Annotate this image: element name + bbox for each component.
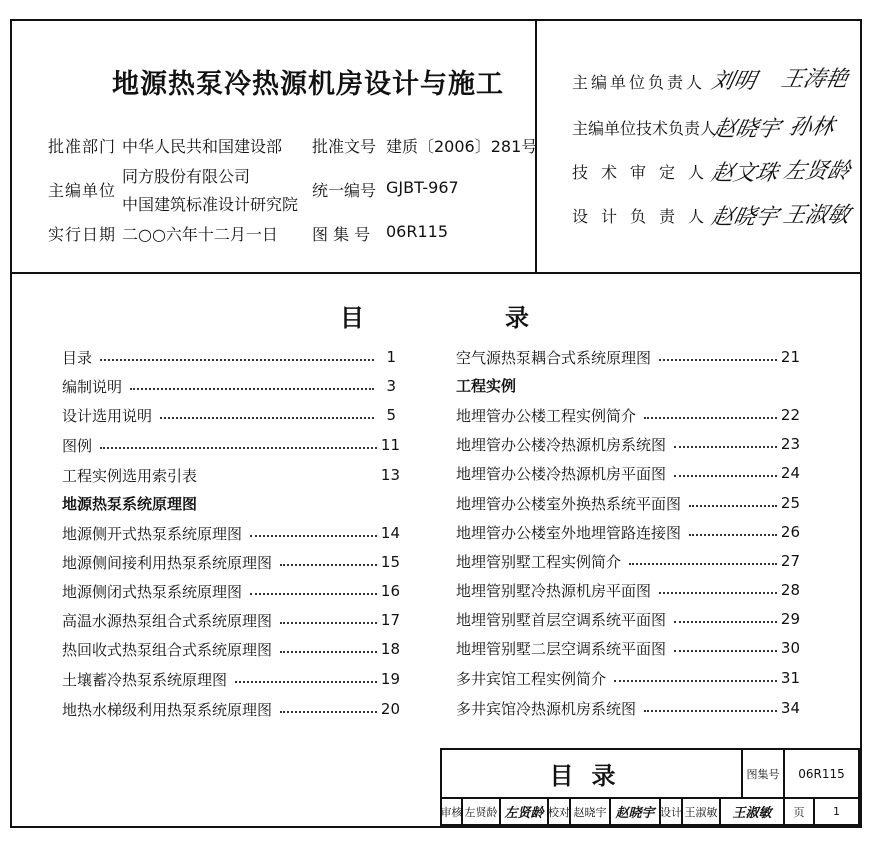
leader-dots — [235, 681, 377, 683]
toc-entry-page: 28 — [780, 581, 800, 599]
title-block-page-value: 1 — [814, 798, 860, 826]
approval-dept-label: 批准部门 — [48, 137, 117, 156]
toc-entry-title: 地埋管办公楼冷热源机房系统图 — [456, 435, 667, 454]
toc-entry-page: 17 — [380, 611, 400, 629]
responsible-row — [572, 116, 717, 139]
leader-dots — [689, 505, 777, 507]
toc-entry[interactable] — [456, 404, 800, 426]
toc-entry[interactable] — [456, 697, 800, 719]
toc-entry-page: 27 — [780, 552, 800, 570]
leader-dots — [100, 447, 377, 449]
toc-entry-page: 31 — [780, 669, 800, 687]
toc-section-heading — [456, 374, 800, 396]
toc-entry-title: 目录 — [62, 348, 93, 367]
signature: 刘明 — [708, 69, 759, 94]
toc-entry-page: 3 — [386, 377, 396, 395]
title-block-review-name: 左贤龄 — [462, 798, 500, 826]
leader-dots — [689, 534, 777, 536]
toc-entry-page: 16 — [380, 582, 400, 600]
responsible-role: 主编单位技术负责人 — [572, 119, 717, 138]
toc-entry[interactable] — [62, 346, 396, 368]
toc-entry[interactable] — [62, 375, 396, 397]
title-block-page-label: 页 — [784, 798, 814, 826]
toc-entry-page: 26 — [780, 523, 800, 541]
toc-entry-title: 热回收式热泵组合式系统原理图 — [62, 640, 273, 659]
signature: 孙林 — [786, 115, 837, 140]
toc-entry[interactable] — [62, 464, 400, 486]
unified-no-label: 统一编号 — [312, 181, 377, 200]
toc-entry-page: 23 — [780, 435, 800, 453]
toc-entry[interactable] — [456, 667, 800, 689]
signature: 赵晓宇 — [710, 117, 783, 142]
title-block-check-label: 校对 — [548, 798, 570, 826]
toc-entry-page: 25 — [780, 494, 800, 512]
toc-entry[interactable] — [62, 668, 400, 690]
toc-entry-page: 18 — [380, 640, 400, 658]
toc-entry[interactable] — [62, 434, 400, 456]
leader-dots — [674, 446, 777, 448]
toc-entry-page: 30 — [780, 639, 800, 657]
toc-entry-page: 19 — [380, 670, 400, 688]
toc-entry-title: 地埋管办公楼室外地埋管路连接图 — [456, 523, 682, 542]
toc-entry-title: 空气源热泵耦合式系统原理图 — [456, 348, 652, 367]
atlas-no-value: 06R115 — [386, 222, 449, 241]
toc-entry-page: 13 — [380, 466, 400, 484]
leader-dots — [674, 650, 777, 652]
title-block-design-label: 设计 — [660, 798, 682, 826]
toc-entry[interactable] — [62, 580, 400, 602]
leader-dots — [644, 710, 777, 712]
toc-entry-title: 地埋管别墅二层空调系统平面图 — [456, 639, 667, 658]
leader-dots — [205, 477, 377, 479]
toc-entry-page: 24 — [780, 464, 800, 482]
title-block-check-signature: 赵晓宇 — [610, 798, 660, 826]
toc-entry[interactable] — [456, 492, 800, 514]
toc-entry-page: 34 — [780, 699, 800, 717]
toc-entry-title: 地源侧间接利用热泵系统原理图 — [62, 553, 273, 572]
responsible-role: 技术审定人 — [572, 163, 718, 182]
toc-entry[interactable] — [62, 551, 400, 573]
toc-entry-title: 地埋管别墅冷热源机房平面图 — [456, 581, 652, 600]
toc-heading-left: 目 — [340, 304, 364, 332]
toc-entry-page: 14 — [380, 524, 400, 542]
responsible-row — [572, 70, 710, 93]
toc-entry-page: 15 — [380, 553, 400, 571]
editor-unit-label: 主编单位 — [48, 181, 117, 200]
leader-dots — [659, 359, 777, 361]
toc-entry-title: 土壤蓄冷热泵系统原理图 — [62, 670, 228, 689]
responsible-row — [572, 160, 718, 183]
effective-date-label: 实行日期 — [48, 225, 117, 244]
editor-unit-value-2: 中国建筑标准设计研究院 — [122, 195, 299, 214]
toc-entry-title: 高温水源热泵组合式系统原理图 — [62, 611, 273, 630]
responsible-role: 设计负责人 — [572, 207, 718, 226]
toc-left-column — [62, 346, 402, 726]
toc-entry-title: 地埋管办公楼冷热源机房平面图 — [456, 464, 667, 483]
leader-dots — [629, 563, 777, 565]
unified-no-value: GJBT-967 — [386, 178, 459, 197]
toc-entry-page: 1 — [386, 348, 396, 366]
toc-entry-title: 地埋管别墅工程实例简介 — [456, 552, 622, 571]
leader-dots — [614, 680, 777, 682]
toc-entry-title: 地热水梯级利用热泵系统原理图 — [62, 700, 273, 719]
approval-doc-label: 批准文号 — [312, 137, 377, 156]
toc-section-heading — [62, 492, 400, 514]
toc-entry-title: 地源侧闭式热泵系统原理图 — [62, 582, 243, 601]
toc-section-title: 工程实例 — [456, 376, 517, 395]
header-divider — [12, 272, 860, 274]
toc-entry-page: 20 — [380, 700, 400, 718]
atlas-title: 地源热泵冷热源机房设计与施工 — [112, 69, 504, 100]
toc-entry[interactable] — [456, 462, 800, 484]
leader-dots — [160, 417, 374, 419]
atlas-no-label: 图 集 号 — [312, 225, 371, 244]
leader-dots — [280, 564, 377, 566]
toc-entry[interactable] — [62, 522, 400, 544]
toc-entry[interactable] — [456, 521, 800, 543]
toc-entry[interactable] — [456, 637, 800, 659]
title-block-design-signature: 王淑敏 — [720, 798, 784, 826]
toc-entry[interactable] — [456, 346, 800, 368]
leader-dots — [280, 622, 377, 624]
toc-entry-title: 编制说明 — [62, 377, 123, 396]
leader-dots — [659, 592, 777, 594]
title-block-check-name: 赵晓宇 — [570, 798, 610, 826]
toc-entry-title: 地埋管别墅首层空调系统平面图 — [456, 610, 667, 629]
leader-dots — [644, 417, 777, 419]
toc-entry-title: 多井宾馆工程实例简介 — [456, 669, 607, 688]
toc-entry-title: 工程实例选用索引表 — [62, 466, 198, 485]
title-block — [440, 748, 860, 826]
effective-date-value: 二○○六年十二月一日 — [122, 225, 278, 244]
responsible-role: 主编单位负责人 — [572, 73, 706, 92]
leader-dots — [674, 475, 777, 477]
leader-dots — [280, 651, 377, 653]
signature: 左贤龄 — [780, 159, 853, 184]
editor-unit-value-1: 同方股份有限公司 — [122, 167, 251, 186]
signature: 赵文珠 — [708, 161, 781, 186]
leader-dots — [250, 535, 377, 537]
signature: 王淑敏 — [780, 203, 853, 228]
toc-entry-page: 29 — [780, 610, 800, 628]
title-block-review-label: 审核 — [440, 798, 462, 826]
toc-entry-title: 地埋管办公楼工程实例简介 — [456, 406, 637, 425]
title-block-review-signature: 左贤龄 — [500, 798, 548, 826]
responsible-row — [572, 204, 718, 227]
toc-entry-page: 11 — [380, 436, 400, 454]
toc-entry[interactable] — [456, 608, 800, 630]
approval-dept-value: 中华人民共和国建设部 — [122, 137, 283, 156]
toc-entry-title: 地源侧开式热泵系统原理图 — [62, 524, 243, 543]
leader-dots — [250, 593, 377, 595]
toc-entry[interactable] — [456, 579, 800, 601]
toc-heading-right: 录 — [505, 304, 529, 332]
toc-entry-title: 图例 — [62, 436, 93, 455]
leader-dots — [280, 711, 377, 713]
toc-entry[interactable] — [62, 609, 400, 631]
leader-dots — [130, 388, 374, 390]
toc-right-column — [456, 346, 802, 726]
toc-entry-title: 设计选用说明 — [62, 406, 153, 425]
toc-entry-page: 5 — [386, 406, 396, 424]
toc-section-title: 地源热泵系统原理图 — [62, 494, 198, 513]
toc-entry-title: 地埋管办公楼室外换热系统平面图 — [456, 494, 682, 513]
toc-entry-title: 多井宾馆冷热源机房系统图 — [456, 699, 637, 718]
title-block-atlas-value: 06R115 — [784, 748, 860, 798]
toc-entry[interactable] — [62, 404, 396, 426]
toc-entry[interactable] — [456, 550, 800, 572]
leader-dots — [674, 621, 777, 623]
toc-entry[interactable] — [62, 638, 400, 660]
toc-entry[interactable] — [62, 698, 400, 720]
title-block-title: 目录 — [440, 748, 742, 798]
signature: 赵晓宇 — [708, 205, 781, 230]
title-block-design-name: 王淑敏 — [682, 798, 720, 826]
toc-entry-page: 21 — [780, 348, 800, 366]
approval-doc-value: 建质〔2006〕281号 — [386, 137, 538, 156]
leader-dots — [100, 359, 374, 361]
toc-entry-page: 22 — [780, 406, 800, 424]
signature: 王涛艳 — [778, 67, 851, 92]
title-block-atlas-label: 图集号 — [742, 748, 784, 798]
toc-entry[interactable] — [456, 433, 800, 455]
